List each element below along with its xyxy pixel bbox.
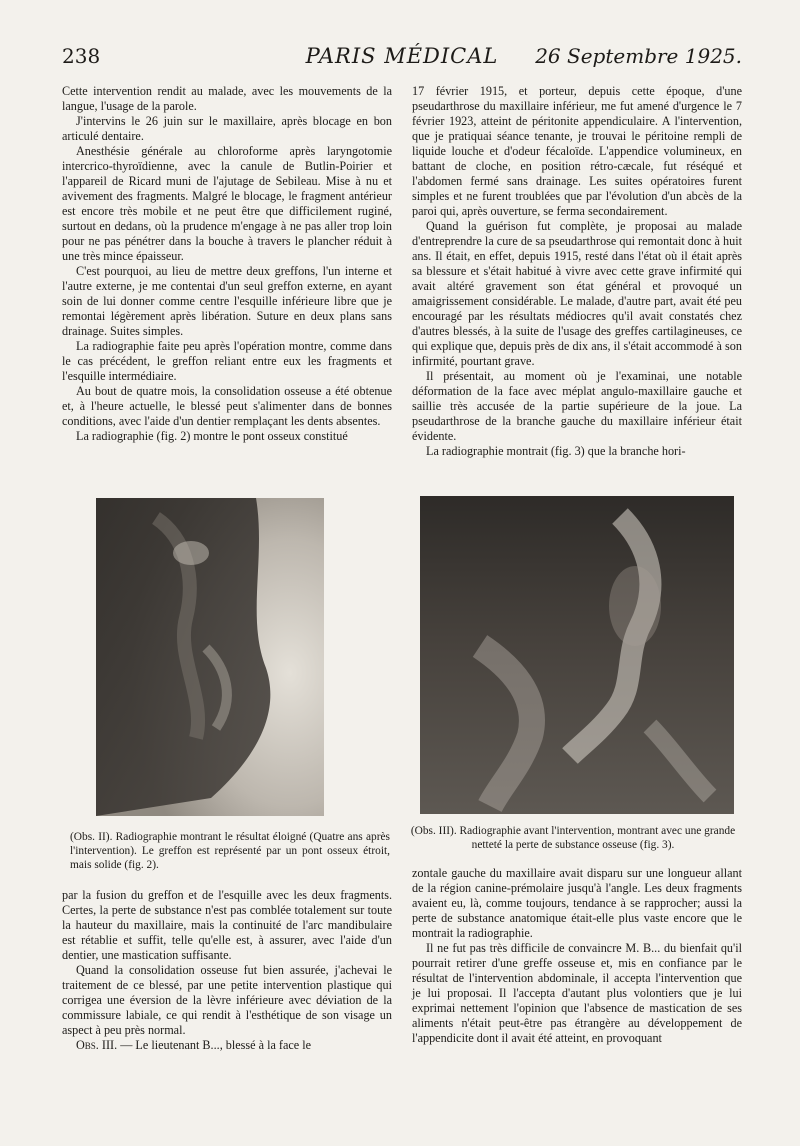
paragraph bbox=[62, 1038, 392, 1053]
paragraph: Au bout de quatre mois, la consolidation osseuse a été obtenue et, à l'heure actuelle, le blessé peut s'alimenter dans de bonnes conditions, avec l'aide d'un dentier remplaçant les dents absentes. bbox=[62, 384, 392, 428]
radiograph-image bbox=[420, 496, 734, 814]
right-column-top bbox=[412, 84, 742, 459]
paragraph: Il présentait, au moment où je l'examinai, une notable déformation de la face avec méplat angulo-maxillaire gauche et saillie très accusée de la partie supérieure de la joue. La pseudarthrose de la branche gauche du maxillaire inférieur était évidente. bbox=[412, 369, 742, 443]
radiograph-image bbox=[96, 498, 324, 816]
page-header bbox=[62, 44, 742, 74]
paragraph: Quand la guérison fut complète, je proposai au malade d'entreprendre la cure de sa pseudarthrose qui remontait donc à huit ans. Il était, en effet, depuis 1915, resté dans l'état où il était après sa blessure et s'était habitué à vivre avec cette grave infirmité qui avait altéré gravement son état général et provoqué un amaigrissement considérable. Le malade, d'autre part, avait été peu encouragé par les résultats médiocres qu'il avait constatés chez d'autres blessés, à la suite de l'usage des greffes cartilagineuses, ce qui explique que, depuis près de dix ans, il s'était accommodé à son infirmité, pourtant grave. bbox=[412, 219, 742, 368]
paragraph: Anesthésie générale au chloroforme après laryngotomie intercrico-thyroïdienne, avec la canule de Butlin-Poirier et l'appareil de Ricard muni de l'ajutage de Sebileau. Mise à nu et avivement des fragments. Malgré le blocage, le fragment antérieur est encore très mobile et ne peut être que difficilement ruginé, surtout en dedans, où la prudence m'engage à ne pas aller trop loin pour ne pas pénétrer dans la bouche à travers le plancher réduit à une très mince épaisseur. bbox=[62, 144, 392, 263]
paragraph: La radiographie faite peu après l'opération montre, comme dans le cas précédent, le greffon reliant entre eux les fragments et l'esquille intermédiaire. bbox=[62, 339, 392, 383]
radiograph-figure-3 bbox=[420, 496, 734, 814]
paragraph: J'intervins le 26 juin sur le maxillaire, après blocage en bon articulé dentaire. bbox=[62, 114, 392, 143]
observation-label: Obs. III. bbox=[76, 1038, 118, 1052]
radiograph-figure-2 bbox=[96, 498, 324, 816]
paragraph: zontale gauche du maxillaire avait disparu sur une longueur allant de la région canine-prémolaire jusqu'à l'angle. Les deux fragments avaient eu, là, comme toujours, tendance à se rapprocher; aussi la perte de substance anatomique était-elle plus vaste encore que le montrait la radiographie. bbox=[412, 866, 742, 940]
paragraph: Il ne fut pas très difficile de convaincre M. B... du bienfait qu'il pourrait retirer d'une greffe osseuse et, mis en confiance par le résultat de l'intervention abdominale, il accepta l'intervention que je lui proposai. Il l'accepta d'autant plus volontiers que je lui exprimai nettement l'opinion que l'absence de mastication de ses aliments n'était peut-être pas étrangère au développement de l'appendicite dont il avait été atteint, en provoquant bbox=[412, 941, 742, 1045]
figure-2-caption: (Obs. II). Radiographie montrant le résultat éloigné (Quatre ans après l'intervention). Le greffon est représenté par un pont osseux étroit, mais solide (fig. 2). bbox=[70, 831, 390, 871]
page-number: 238 bbox=[62, 44, 101, 68]
paragraph-text: — Le lieutenant B..., blessé à la face le bbox=[117, 1038, 312, 1052]
paragraph: La radiographie montrait (fig. 3) que la branche hori- bbox=[426, 444, 686, 458]
paragraph: La radiographie (fig. 2) montre le pont osseux constitué bbox=[76, 429, 348, 443]
paragraph: C'est pourquoi, au lieu de mettre deux greffons, l'un interne et l'autre externe, je me contentai d'un seul greffon externe, en ayant soin de lui donner comme centre l'esquille inférieure libre que je remontai légèrement après libération. Suture en deux plans sans drainage. Suites simples. bbox=[62, 264, 392, 338]
right-column-bottom bbox=[412, 866, 742, 1046]
paragraph: Quand la consolidation osseuse fut bien assurée, j'achevai le traitement de ce blessé, par une petite intervention plastique qui corrigea une éversion de la lèvre inférieure avec déviation de la commissure labiale, ce qui rendit à l'esthétique de son visage un aspect à peu près normal. bbox=[62, 963, 392, 1037]
journal-title: PARIS MÉDICAL bbox=[305, 44, 499, 68]
left-column-top bbox=[62, 84, 392, 444]
paragraph: 17 février 1915, et porteur, depuis cette époque, d'une pseudarthrose du maxillaire inférieur, me fut amené d'urgence le 7 février 1923, atteint de péritonite appendiculaire. A l'intervention, que je pratiquai séance tenante, je trouvai le péritoine rempli de liquide louche et d'odeur fécaloïde. L'appendice volumineux, en battant de cloche, en position rétro-cæcale, fut réséqué et l'abdomen fermé sans drainage. Les suites opératoires furent simples et ne furent troublées que par l'évolution d'un abcès de la paroi qui, après ouverture, se ferma secondairement. bbox=[412, 84, 742, 218]
issue-date: 26 Septembre 1925. bbox=[535, 44, 742, 68]
figure-3-caption: (Obs. III). Radiographie avant l'intervention, montrant avec une grande netteté la perte de substance osseuse (fig. 3). bbox=[410, 825, 736, 851]
paragraph: Cette intervention rendit au malade, avec les mouvements de la langue, l'usage de la parole. bbox=[62, 84, 392, 113]
left-column-bottom bbox=[62, 888, 392, 1053]
paragraph: par la fusion du greffon et de l'esquille avec les deux fragments. Certes, la perte de substance n'est pas comblée totalement sur toute la hauteur du maxillaire, mais la continuité de l'arc mandibulaire est rétablie et suffit, telle qu'elle est, à assurer, avec l'aide d'un dentier, une mastication suffisante. bbox=[62, 888, 392, 962]
